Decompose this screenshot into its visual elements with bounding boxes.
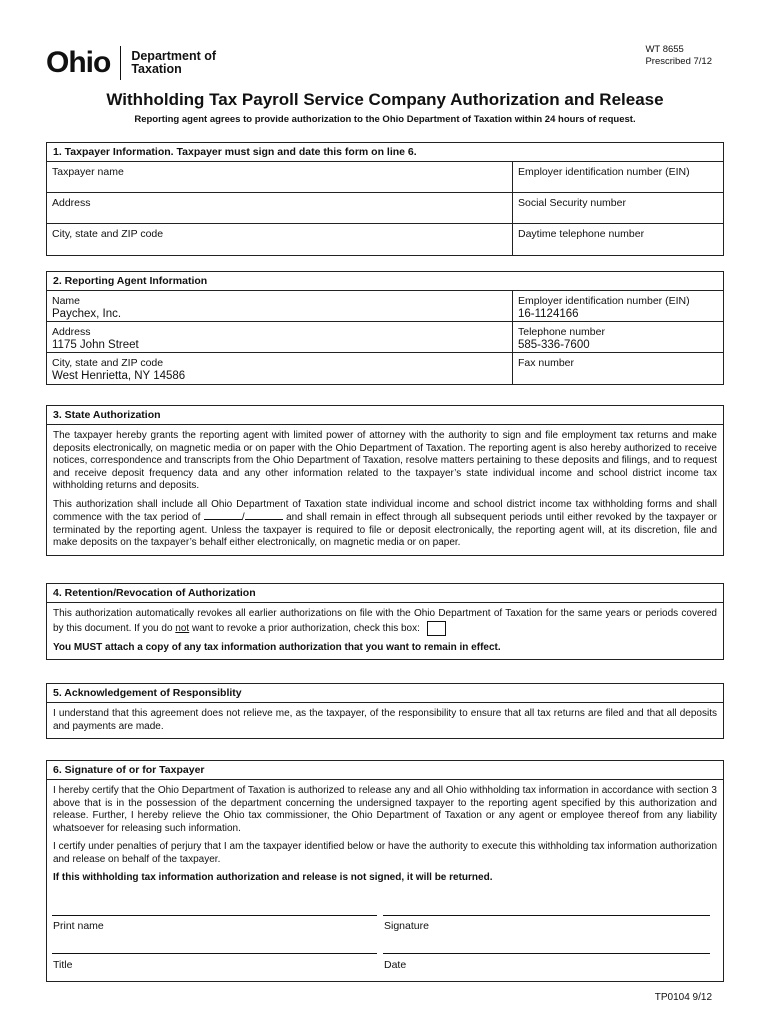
taxpayer-city-field[interactable] xyxy=(47,224,513,255)
agent-address-label: Address xyxy=(52,326,91,338)
section-3-heading: 3. State Authorization xyxy=(47,406,723,425)
agent-ein-label: Employer identification number (EIN) xyxy=(518,295,690,307)
agent-fax-field[interactable] xyxy=(513,353,723,384)
authorization-paragraph-2b: and shall remain in effect through all subsequent periods until either revoked by the taxpayer or terminated by the reporting agent. Unless the taxpayer is required to file or deposit electronically, the reporting agent will, at its discretion, file and make deposits on the taxpayer’s behalf either electronically, on magnetic media or on paper. xyxy=(53,512,718,548)
print-name-label: Print name xyxy=(53,920,104,932)
taxpayer-ssn-label: Social Security number xyxy=(518,197,626,209)
agent-phone-value: 585-336-7600 xyxy=(518,339,590,351)
section-signature xyxy=(46,760,724,982)
taxpayer-city-label: City, state and ZIP code xyxy=(52,228,164,240)
agent-address-field[interactable] xyxy=(47,322,513,352)
authorization-paragraph-2 xyxy=(53,499,717,550)
keep-prior-authorization-checkbox[interactable] xyxy=(427,621,446,636)
agent-name-value: Paychex, Inc. xyxy=(52,308,122,320)
section-taxpayer-information xyxy=(46,142,724,256)
revocation-not: not xyxy=(175,622,190,634)
authorization-paragraph-1: The taxpayer hereby grants the reporting agent with limited power of attorney with the authority to sign and file employment tax returns and make deposits electronically, on magnetic media or on paper with the Ohio Department of Taxation. The reporting agent is also hereby authorized to receive notices, correspondence and transcripts from the Ohio Department of Taxation, resolve matters pertaining to these deposits and filings, and to request and receive deposit frequency data and any other information related to the taxpayer’s state individual income and school district income tax withholding returns and deposits. xyxy=(53,430,717,491)
section-5-body xyxy=(47,703,723,738)
date-label: Date xyxy=(384,959,407,971)
tax-period-separator: / xyxy=(241,512,245,523)
taxpayer-row-3 xyxy=(47,224,723,255)
taxpayer-name-field[interactable] xyxy=(47,162,513,192)
agent-city-label: City, state and ZIP code xyxy=(52,357,164,369)
signature-label: Signature xyxy=(384,920,429,932)
taxpayer-row-1 xyxy=(47,162,723,193)
title-label: Title xyxy=(53,959,73,971)
agent-row-1 xyxy=(47,291,723,322)
tax-period-year-field[interactable] xyxy=(245,511,283,520)
section-6-heading: 6. Signature of or for Taxpayer xyxy=(47,761,723,780)
section-6-body xyxy=(47,780,723,890)
section-state-authorization xyxy=(46,405,724,556)
agent-phone-field[interactable] xyxy=(513,322,723,352)
taxpayer-phone-field[interactable] xyxy=(513,224,723,255)
print-name-line[interactable] xyxy=(52,915,377,916)
section-acknowledgement xyxy=(46,683,724,739)
prescribed-date: Prescribed 7/12 xyxy=(645,56,712,67)
taxpayer-address-field[interactable] xyxy=(47,193,513,223)
section-4-body xyxy=(47,603,723,659)
attach-copy-notice: You MUST attach a copy of any tax information authorization that you want to remain in effect. xyxy=(53,641,501,653)
certification-paragraph-2: I certify under penalties of perjury that I am the taxpayer identified below or have the authority to execute this withholding tax information authorization and release on behalf of the taxpayer. xyxy=(53,841,717,865)
revocation-text-a: This authorization automatically revokes all earlier authorizations on file with the Ohio Department of Taxation for the same years or periods covered by this document. If you do xyxy=(53,608,717,634)
agent-ein-value: 16-1124166 xyxy=(518,308,579,320)
ohio-logo xyxy=(46,46,216,80)
agent-row-3 xyxy=(47,353,723,384)
section-3-body xyxy=(47,425,723,555)
taxpayer-name-label: Taxpayer name xyxy=(52,166,124,178)
authorization-paragraph-2a: This authorization shall include all Ohio Department of Taxation state individual income and school district income tax withholding forms and shall commence with the tax period of xyxy=(53,498,717,523)
section-4-heading: 4. Retention/Revocation of Authorization xyxy=(47,584,723,603)
section-1-heading: 1. Taxpayer Information. Taxpayer must sign and date this form on line 6. xyxy=(47,143,723,162)
title-line[interactable] xyxy=(52,953,377,954)
section-2-heading: 2. Reporting Agent Information xyxy=(47,272,723,291)
taxpayer-address-label: Address xyxy=(52,197,91,209)
agent-name-label: Name xyxy=(52,295,81,307)
page-subtitle: Reporting agent agrees to provide authorization to the Ohio Department of Taxation within 24 hours of request. xyxy=(134,114,636,125)
department-name xyxy=(131,50,216,76)
agent-address-value: 1175 John Street xyxy=(52,339,139,351)
taxpayer-ein-field[interactable] xyxy=(513,162,723,192)
agent-fax-label: Fax number xyxy=(518,357,575,369)
agent-city-value: West Henrietta, NY 14586 xyxy=(52,370,186,382)
agent-row-2 xyxy=(47,322,723,353)
form-footer-code: TP0104 9/12 xyxy=(654,992,712,1003)
signature-line[interactable] xyxy=(383,915,710,916)
taxpayer-ssn-field[interactable] xyxy=(513,193,723,223)
agent-city-field[interactable] xyxy=(47,353,513,384)
section-reporting-agent xyxy=(46,271,724,385)
certification-paragraph-1: I hereby certify that the Ohio Department of Taxation is authorized to release any and all Ohio withholding tax information in accordance with section 3 above that is in the possession of the department concerning the undersigned taxpayer to the reporting agent specified by this authorization and release. Further, I hereby relieve the Ohio tax commissioner, the Ohio Department of Taxation or any agent or employee thereof from any liability whatsoever for releasing such information. xyxy=(53,785,717,834)
section-5-heading: 5. Acknowledgement of Responsiblity xyxy=(47,684,723,703)
dept-line-2: Taxation xyxy=(131,62,182,76)
revocation-paragraph xyxy=(53,608,717,636)
taxpayer-ein-label: Employer identification number (EIN) xyxy=(518,166,690,178)
unsigned-warning: If this withholding tax information authorization and release is not signed, it will be returned. xyxy=(53,872,493,883)
revocation-text-b: want to revoke a prior authorization, check this box: xyxy=(191,622,420,634)
agent-name-field[interactable] xyxy=(47,291,513,321)
agent-phone-label: Telephone number xyxy=(518,326,605,338)
agent-ein-field[interactable] xyxy=(513,291,723,321)
acknowledgement-paragraph: I understand that this agreement does not relieve me, as the taxpayer, of the responsibility to ensure that all tax returns are filed and that all deposits and payments are made. xyxy=(53,708,717,732)
date-line[interactable] xyxy=(383,953,710,954)
taxpayer-row-2 xyxy=(47,193,723,224)
tax-period-month-field[interactable] xyxy=(204,511,242,520)
taxpayer-phone-label: Daytime telephone number xyxy=(518,228,645,240)
logo-text: Ohio xyxy=(46,46,111,79)
page-title: Withholding Tax Payroll Service Company Authorization and Release xyxy=(106,90,664,109)
logo-divider xyxy=(120,46,121,80)
dept-line-1: Department of xyxy=(131,49,217,63)
section-retention-revocation xyxy=(46,583,724,660)
form-number: WT 8655 xyxy=(645,44,684,55)
form-number-block xyxy=(645,44,712,68)
